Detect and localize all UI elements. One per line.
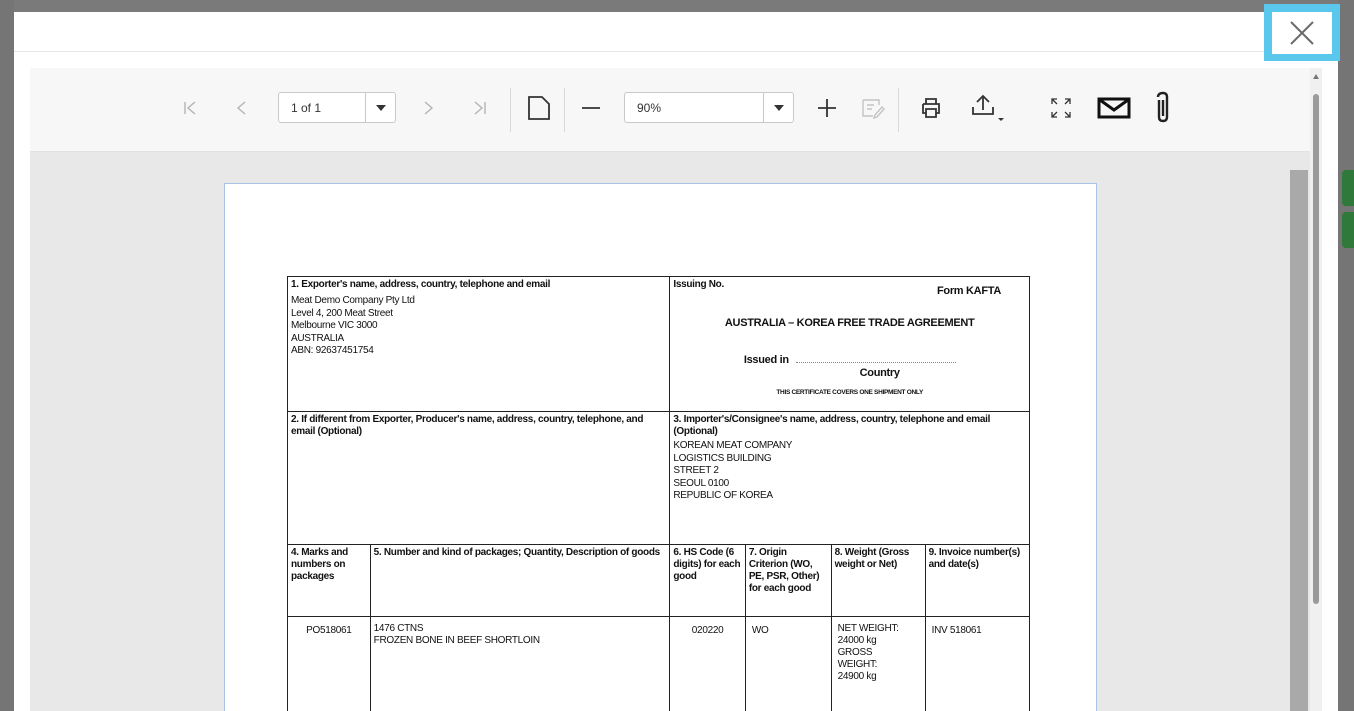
kafta-certificate (287, 276, 1030, 711)
exporter-heading: 1. Exporter's name, address, country, telephone and email (291, 279, 551, 290)
column-header (670, 545, 745, 617)
viewer-scrollbar[interactable] (1310, 68, 1322, 711)
weight-line: WEIGHT: (837, 659, 878, 670)
toolbar-divider (564, 88, 565, 132)
importer-line: STREET 2 (673, 465, 719, 476)
toolbar-divider (898, 88, 899, 132)
zoom-value: 90% (637, 100, 662, 115)
column-header (288, 545, 371, 617)
background-right-edge (1338, 0, 1354, 711)
weight-line: 24900 kg (837, 671, 877, 682)
modal-header (14, 12, 1338, 52)
importer-heading: 3. Importer's/Consignee's name, address, country, telephone and email (Optional) (673, 414, 991, 437)
close-icon[interactable] (1272, 12, 1332, 54)
toolbar-divider (510, 88, 511, 132)
shipment-note: THIS CERTIFICATE COVERS ONE SHIPMENT ONLY (776, 388, 923, 396)
marks-value: PO518061 (288, 617, 371, 711)
importer-cell (670, 412, 1030, 545)
weight-line: 24000 kg (837, 635, 877, 646)
column-header-hs-code: 6. HS Code (6 digits) for each good (673, 547, 741, 582)
column-header (370, 545, 670, 617)
zoom-out-icon[interactable] (578, 90, 604, 126)
background-left-edge (0, 0, 14, 711)
close-button[interactable] (1264, 4, 1340, 61)
column-header-marks: 4. Marks and numbers on packages (291, 547, 348, 582)
packages-value: 1476 CTNS (373, 623, 424, 634)
weight-line: NET WEIGHT: (837, 623, 899, 634)
column-header (925, 545, 1029, 617)
pdf-viewer (30, 68, 1322, 711)
column-header-origin: 7. Origin Criterion (WO, PE, PSR, Other) for each good (748, 547, 820, 594)
producer-heading: 2. If different from Exporter, Producer's name, address, country, telephone, and email (Optional) (291, 414, 644, 437)
exporter-line: Meat Demo Company Pty Ltd (291, 295, 415, 306)
issued-in-blank (796, 362, 956, 363)
exporter-line: Melbourne VIC 3000 (291, 320, 378, 331)
chevron-down-icon[interactable] (365, 93, 395, 122)
background-green-button (1342, 170, 1354, 206)
exporter-line: Level 4, 200 Meat Street (291, 307, 393, 319)
column-header-weight: 8. Weight (Gross weight or Net) (834, 547, 910, 570)
exporter-line: ABN: 92637451754 (291, 345, 374, 356)
export-icon[interactable] (968, 90, 1014, 126)
pdf-page (224, 183, 1097, 711)
table-row (288, 617, 1030, 711)
fullscreen-icon[interactable] (1046, 90, 1076, 126)
country-label: Country (859, 367, 900, 380)
column-header (745, 545, 831, 617)
pdf-viewer-modal (14, 12, 1338, 711)
page-selector[interactable] (278, 92, 396, 123)
origin-value: WO (745, 617, 831, 711)
column-header-packages: 5. Number and kind of packages; Quantity, Description of goods (373, 547, 660, 558)
issued-in-label: Issued in (743, 354, 789, 367)
chevron-down-icon[interactable] (763, 93, 793, 122)
importer-line: KOREAN MEAT COMPANY (673, 440, 793, 451)
zoom-selector[interactable] (624, 92, 794, 123)
weight-cell (831, 617, 925, 711)
background-green-button (1342, 212, 1354, 248)
form-title: Form KAFTA (936, 285, 1001, 297)
next-page-icon[interactable] (416, 90, 440, 126)
scroll-up-icon[interactable] (1313, 74, 1319, 79)
agreement-title: AUSTRALIA – KOREA FREE TRADE AGREEMENT (724, 317, 975, 329)
prev-page-icon[interactable] (230, 90, 254, 126)
issuing-no-label: Issuing No. (673, 279, 724, 290)
page-indicator: 1 of 1 (291, 100, 322, 115)
exporter-line: AUSTRALIA (291, 332, 344, 344)
column-header-invoice: 9. Invoice number(s) and date(s) (928, 547, 1020, 570)
invoice-value: INV 518061 (925, 617, 1029, 711)
issuing-cell (670, 277, 1030, 412)
importer-line: SEOUL 0100 (673, 477, 729, 489)
edit-form-icon[interactable] (858, 90, 888, 126)
description-value: FROZEN BONE IN BEEF SHORTLOIN (373, 635, 540, 646)
email-icon[interactable] (1094, 90, 1134, 126)
column-header (831, 545, 925, 617)
zoom-in-icon[interactable] (814, 90, 840, 126)
attachment-icon[interactable] (1148, 90, 1178, 126)
hs-code-value: 020220 (670, 617, 745, 711)
exporter-cell (288, 277, 670, 412)
producer-cell (288, 412, 670, 545)
page-view-icon[interactable] (524, 90, 554, 126)
viewer-toolbar (30, 68, 1310, 152)
scrollbar-thumb[interactable] (1313, 94, 1319, 604)
importer-line: REPUBLIC OF KOREA (673, 490, 773, 501)
importer-line: LOGISTICS BUILDING (673, 452, 772, 464)
first-page-icon[interactable] (178, 90, 202, 126)
document-scrollbar[interactable] (1290, 170, 1308, 711)
last-page-icon[interactable] (468, 90, 492, 126)
packages-cell (370, 617, 670, 711)
print-icon[interactable] (916, 90, 946, 126)
weight-line: GROSS (837, 647, 873, 658)
